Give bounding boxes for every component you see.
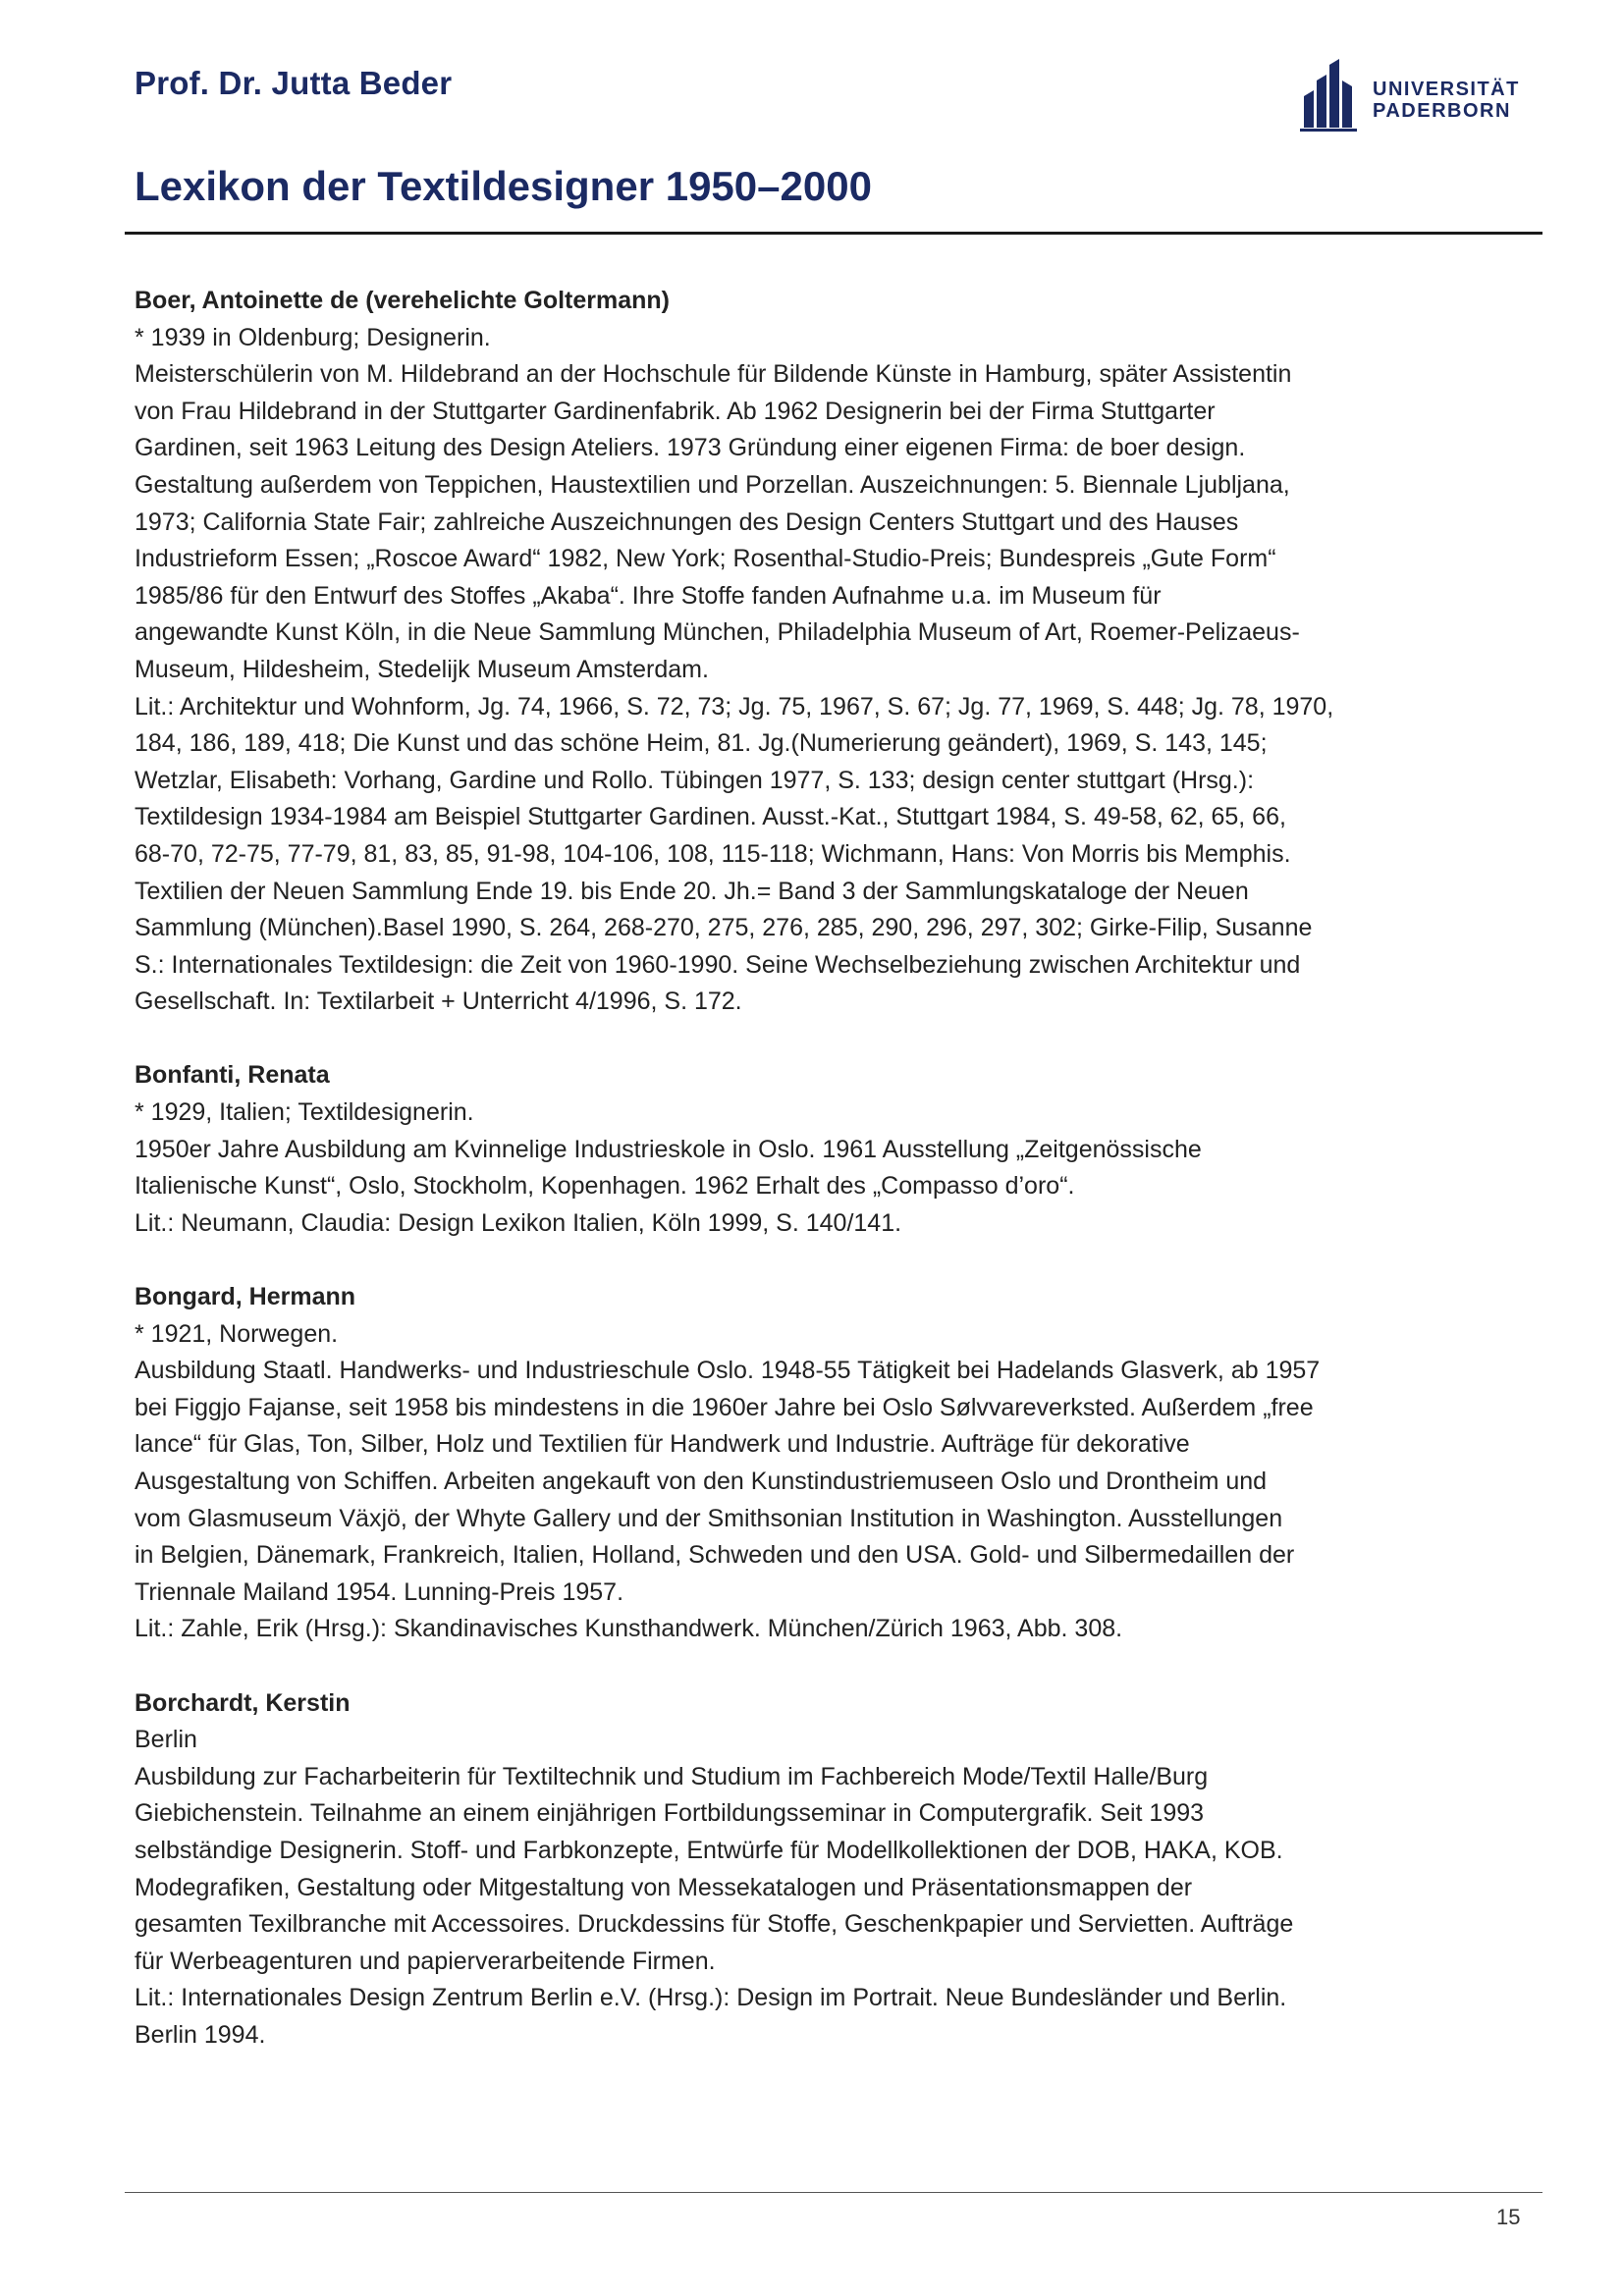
logo-line-2: PADERBORN	[1373, 100, 1511, 122]
page-title: Lexikon der Textildesigner 1950–2000	[135, 163, 872, 209]
entry-line: S.: Internationales Textildesign: die Zeit von 1960-1990. Seine Wechselbeziehung zwischen Architektur und	[135, 950, 1301, 979]
entry-line: * 1929, Italien; Textildesignerin.	[135, 1098, 474, 1127]
entry-name: Bongard, Hermann	[135, 1283, 356, 1311]
entry-line: Sammlung (München).Basel 1990, S. 264, 268-270, 275, 276, 285, 290, 296, 297, 302; Girke-Filip, Susanne	[135, 914, 1313, 942]
author-name: Prof. Dr. Jutta Beder	[135, 65, 453, 101]
entry-bonfanti	[135, 1057, 1509, 1242]
entry-name: Bonfanti, Renata	[135, 1061, 330, 1090]
footer-divider	[125, 2192, 1542, 2193]
entry-boer	[135, 283, 1509, 1021]
entry-line: gesamten Texilbranche mit Accessoires. Druckdessins für Stoffe, Geschenkpapier und Servietten. Aufträge	[135, 1910, 1294, 1939]
entry-line: bei Figgjo Fajanse, seit 1958 bis mindestens in die 1960er Jahre bei Oslo Sølvvareverksted. Außerdem „free	[135, 1393, 1314, 1421]
entry-line: Gesellschaft. In: Textilarbeit + Unterricht 4/1996, S. 172.	[135, 988, 742, 1016]
entry-line: * 1921, Norwegen.	[135, 1319, 339, 1348]
entry-line: Textilien der Neuen Sammlung Ende 19. bis Ende 20. Jh.= Band 3 der Sammlungskataloge der Neuen	[135, 877, 1249, 905]
entry-line: 68-70, 72-75, 77-79, 81, 83, 85, 91-98, 104-106, 108, 115-118; Wichmann, Hans: Von Morris bis Memphis.	[135, 839, 1291, 868]
entry-line: angewandte Kunst Köln, in die Neue Sammlung München, Philadelphia Museum of Art, Roemer-Pelizaeus-	[135, 618, 1300, 647]
entry-bongard	[135, 1279, 1509, 1648]
logo-line-1: UNIVERSITÄT	[1373, 79, 1520, 100]
entry-line: 184, 186, 189, 418; Die Kunst und das schöne Heim, 81. Jg.(Numerierung geändert), 1969, S. 143, 145;	[135, 729, 1268, 758]
entry-line: Ausbildung zur Facharbeiterin für Textiltechnik und Studium im Fachbereich Mode/Textil Halle/Burg	[135, 1762, 1209, 1790]
entry-line: Gestaltung außerdem von Teppichen, Haustextilien und Porzellan. Auszeichnungen: 5. Biennale Ljubljana,	[135, 470, 1290, 499]
entry-line: Lit.: Architektur und Wohnform, Jg. 74, 1966, S. 72, 73; Jg. 75, 1967, S. 67; Jg. 77, 1969, S. 448; Jg. 78, 1970,	[135, 692, 1334, 721]
entry-line: von Frau Hildebrand in der Stuttgarter Gardinenfabrik. Ab 1962 Designerin bei der Firma Stuttgarter	[135, 397, 1216, 425]
header-divider	[125, 232, 1542, 235]
entry-line: Italienische Kunst“, Oslo, Stockholm, Kopenhagen. 1962 Erhalt des „Compasso d’oro“.	[135, 1172, 1075, 1201]
entry-line: Lit.: Zahle, Erik (Hrsg.): Skandinavisches Kunsthandwerk. München/Zürich 1963, Abb. 308.	[135, 1615, 1123, 1643]
entry-line: selbständige Designerin. Stoff- und Farbkonzepte, Entwürfe für Modellkollektionen der DOB, HAKA, KOB.	[135, 1836, 1283, 1864]
entry-line: * 1939 in Oldenburg; Designerin.	[135, 323, 491, 351]
entry-line: Textildesign 1934-1984 am Beispiel Stuttgarter Gardinen. Ausst.-Kat., Stuttgart 1984, S. 49-58, 62, 65, 66,	[135, 803, 1286, 831]
entry-line: Lit.: Internationales Design Zentrum Berlin e.V. (Hrsg.): Design im Portrait. Neue Bundesländer und Berlin.	[135, 1984, 1287, 2012]
entry-line: Modegrafiken, Gestaltung oder Mitgestaltung von Messekatalogen und Präsentationsmappen der	[135, 1873, 1193, 1901]
entry-line: in Belgien, Dänemark, Frankreich, Italien, Holland, Schweden und den USA. Gold- und Silbermedaillen der	[135, 1541, 1295, 1570]
entry-line: vom Glasmuseum Växjö, der Whyte Gallery und der Smithsonian Institution in Washington. Ausstellungen	[135, 1504, 1283, 1532]
entry-line: Wetzlar, Elisabeth: Vorhang, Gardine und Rollo. Tübingen 1977, S. 133; design center stuttgart (Hrsg.):	[135, 766, 1255, 794]
page-number: 15	[1496, 2205, 1521, 2229]
logo-wordmark	[1373, 79, 1520, 122]
entry-line: für Werbeagenturen und papierverarbeitende Firmen.	[135, 1947, 716, 1975]
entry-line: Ausgestaltung von Schiffen. Arbeiten angekauft von den Kunstindustriemuseen Oslo und Drontheim und	[135, 1468, 1268, 1495]
entry-line: lance“ für Glas, Ton, Silber, Holz und Textilien für Handwerk und Industrie. Aufträge für dekorative	[135, 1430, 1190, 1459]
entry-line: Museum, Hildesheim, Stedelijk Museum Amsterdam.	[135, 655, 709, 683]
entry-line: Ausbildung Staatl. Handwerks- und Industrieschule Oslo. 1948-55 Tätigkeit bei Hadelands Glasverk, ab 1957	[135, 1357, 1321, 1385]
entry-line: Berlin 1994.	[135, 2020, 266, 2049]
university-paderborn-logo-icon	[1298, 51, 1359, 133]
entry-name: Boer, Antoinette de (verehelichte Goltermann)	[135, 287, 671, 314]
entry-line: Gardinen, seit 1963 Leitung des Design Ateliers. 1973 Gründung einer eigenen Firma: de boer design.	[135, 434, 1246, 462]
university-logo	[1298, 51, 1524, 133]
lexicon-entries	[135, 283, 1509, 2091]
entry-line: 1973; California State Fair; zahlreiche Auszeichnungen des Design Centers Stuttgart und des Hauses	[135, 507, 1239, 536]
entry-line: Meisterschülerin von M. Hildebrand an der Hochschule für Bildende Künste in Hamburg, später Assistentin	[135, 360, 1292, 389]
entry-line: Giebichenstein. Teilnahme an einem einjährigen Fortbildungsseminar in Computergrafik. Seit 1993	[135, 1799, 1205, 1828]
entry-line: 1950er Jahre Ausbildung am Kvinnelige Industrieskole in Oslo. 1961 Ausstellung „Zeitgenössische	[135, 1135, 1202, 1163]
entry-line: Triennale Mailand 1954. Lunning-Preis 1957.	[135, 1577, 624, 1606]
entry-line: 1985/86 für den Entwurf des Stoffes „Akaba“. Ihre Stoffe fanden Aufnahme u.a. im Museum für	[135, 581, 1162, 610]
entry-line: Lit.: Neumann, Claudia: Design Lexikon Italien, Köln 1999, S. 140/141.	[135, 1208, 902, 1237]
entry-line: Berlin	[135, 1726, 197, 1754]
entry-name: Borchardt, Kerstin	[135, 1688, 351, 1717]
entry-borchardt	[135, 1685, 1509, 2055]
entry-line: Industrieform Essen; „Roscoe Award“ 1982, New York; Rosenthal-Studio-Preis; Bundespreis „Gute Form“	[135, 545, 1276, 573]
